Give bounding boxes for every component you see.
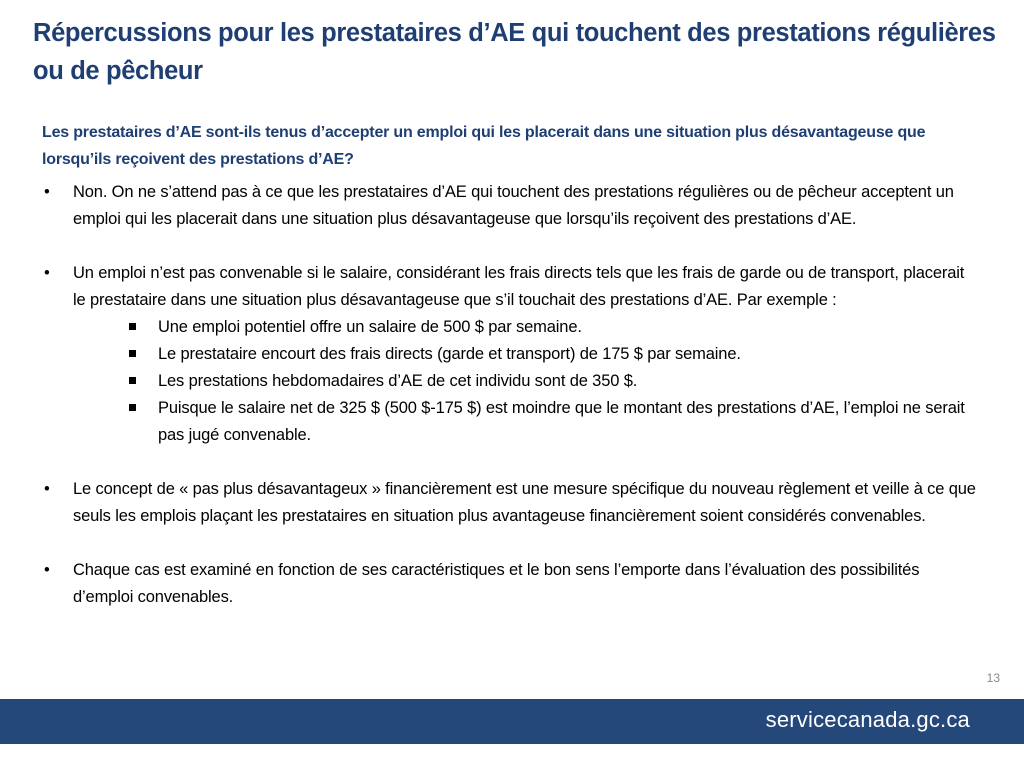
slide-body (42, 179, 977, 611)
footer-url: servicecanada.gc.ca (765, 707, 970, 732)
slide-title: Répercussions pour les prestataires d’AE qui touchent des prestations régulières ou de pêcheur (33, 19, 996, 85)
bullet-marker: • (44, 561, 50, 579)
sub-bullet-text: Puisque le salaire net de 325 $ (500 $-175 $) est moindre que le montant des prestations d’AE, l’emploi ne serait pas jugé convenable. (158, 399, 965, 444)
bullet-text: Chaque cas est examiné en fonction de ses caractéristiques et le bon sens l’emporte dans l’évaluation des possibilités d’emploi convenables. (73, 561, 920, 606)
bullet-marker: • (44, 480, 50, 498)
square-bullet-icon (129, 323, 136, 330)
sub-bullet-item (42, 341, 977, 368)
sub-bullet-text: Une emploi potentiel offre un salaire de 500 $ par semaine. (158, 318, 582, 336)
sub-bullet-text: Le prestataire encourt des frais directs (garde et transport) de 175 $ par semaine. (158, 345, 741, 363)
bullet-item (42, 557, 977, 611)
bullet-text: Le concept de « pas plus désavantageux » financièrement est une mesure spécifique du nouveau règlement et veille à ce que seuls les emplois plaçant les prestataires en situation plus avantageuse financièrement soient considérés convenables. (73, 480, 976, 525)
sub-bullet-item (42, 314, 977, 341)
bullet-item (42, 260, 977, 314)
slide-question: Les prestataires d’AE sont-ils tenus d’accepter un emploi qui les placerait dans une situation plus désavantageuse que lorsqu’ils reçoivent des prestations d’AE? (42, 124, 926, 168)
bullet-item (42, 476, 977, 530)
sub-bullet-text: Les prestations hebdomadaires d’AE de cet individu sont de 350 $. (158, 372, 638, 390)
square-bullet-icon (129, 377, 136, 384)
square-bullet-icon (129, 350, 136, 357)
footer-bar (0, 699, 1024, 744)
bullet-marker: • (44, 264, 50, 282)
square-bullet-icon (129, 404, 136, 411)
page-number: 13 (986, 671, 1000, 685)
sub-bullet-item (42, 395, 977, 449)
bullet-text: Non. On ne s’attend pas à ce que les prestataires d’AE qui touchent des prestations régulières ou de pêcheur acceptent un emploi qui les placerait dans une situation plus désavantageuse que lorsqu’ils reçoivent des prestations d’AE. (73, 183, 954, 228)
bullet-marker: • (44, 183, 50, 201)
bullet-item (42, 179, 977, 233)
bullet-text: Un emploi n’est pas convenable si le salaire, considérant les frais directs tels que les frais de garde ou de transport, placerait le prestataire dans une situation plus désavantageuse que s’il touchait des prestations d’AE. Par exemple : (73, 264, 965, 309)
sub-bullet-item (42, 368, 977, 395)
